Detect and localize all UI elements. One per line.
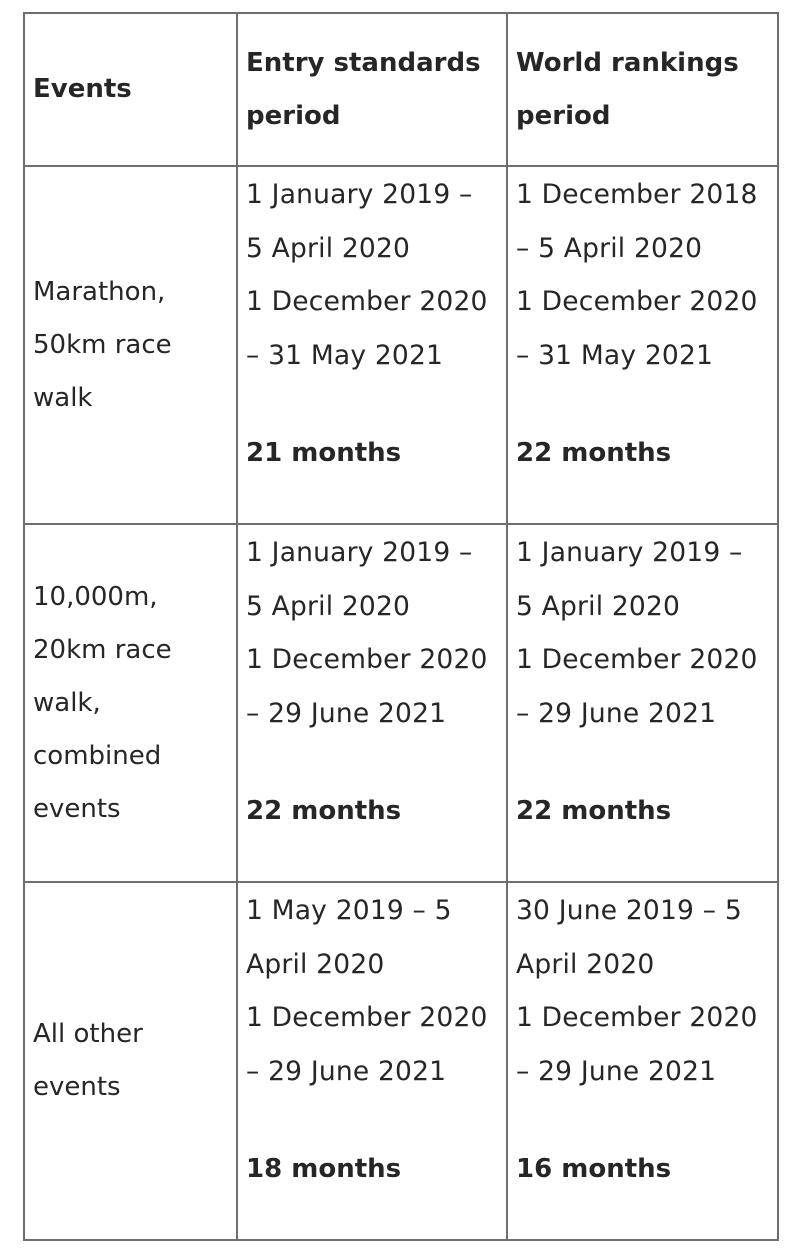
period-line: – 31 May 2021 (246, 339, 444, 371)
period-line: 1 December 2020 (516, 644, 758, 675)
period-line: April 2020 (516, 948, 655, 980)
header-events-line: Events (33, 74, 132, 104)
period-line: – 5 April 2020 (516, 232, 703, 264)
months-total: 22 months (516, 796, 672, 826)
header-row (24, 13, 778, 166)
period-line: – 29 June 2021 (516, 697, 717, 729)
period-line: – 29 June 2021 (516, 1055, 717, 1087)
table-row (24, 524, 778, 882)
world-rankings-cell (507, 882, 778, 1240)
events-cell (24, 524, 237, 882)
period-line: – 29 June 2021 (246, 697, 447, 729)
world-rankings-cell (507, 524, 778, 882)
months-total: 16 months (516, 1154, 672, 1184)
period-line: April 2020 (246, 948, 385, 980)
months-total: 22 months (246, 796, 402, 826)
period-line: 5 April 2020 (516, 590, 681, 622)
months-total: 18 months (246, 1154, 402, 1184)
header-entry-standards (237, 13, 507, 166)
entry-standards-cell (237, 524, 507, 882)
qualification-periods-table (23, 12, 779, 1241)
header-world-rankings-line: World rankings (516, 47, 739, 78)
events-cell (24, 882, 237, 1240)
event-line: 50km race (33, 329, 172, 360)
period-line: 1 December 2020 (246, 1002, 488, 1033)
world-rankings-cell (507, 166, 778, 524)
period-line: 1 December 2018 (516, 179, 758, 210)
event-line: walk, (33, 687, 101, 718)
event-line: 20km race (33, 634, 172, 665)
period-line: 1 December 2020 (246, 286, 488, 317)
header-world-rankings (507, 13, 778, 166)
event-line: events (33, 1072, 121, 1102)
event-line: walk (33, 382, 93, 413)
period-line: 1 December 2020 (516, 286, 758, 317)
period-line: – 29 June 2021 (246, 1055, 447, 1087)
entry-standards-cell (237, 166, 507, 524)
period-line: 1 December 2020 (516, 1002, 758, 1033)
period-line: 1 January 2019 – (246, 537, 473, 568)
period-line: 5 April 2020 (246, 590, 411, 622)
event-line: All other (33, 1019, 143, 1049)
header-events (24, 13, 237, 166)
months-total: 22 months (516, 438, 672, 468)
header-entry-standards-line: period (246, 100, 341, 131)
period-line: 1 May 2019 – 5 (246, 895, 452, 926)
header-world-rankings-line: period (516, 100, 611, 131)
header-entry-standards-line: Entry standards (246, 47, 481, 78)
entry-standards-cell (237, 882, 507, 1240)
period-line: 5 April 2020 (246, 232, 411, 264)
event-line: 10,000m, (33, 581, 158, 612)
event-line: Marathon, (33, 276, 166, 307)
period-line: – 31 May 2021 (516, 339, 714, 371)
period-line: 30 June 2019 – 5 (516, 895, 742, 926)
period-line: 1 January 2019 – (246, 179, 473, 210)
events-cell (24, 166, 237, 524)
event-line: events (33, 793, 121, 824)
event-line: combined (33, 740, 162, 771)
period-line: 1 January 2019 – (516, 537, 743, 568)
period-line: 1 December 2020 (246, 644, 488, 675)
months-total: 21 months (246, 438, 402, 468)
table-row (24, 882, 778, 1240)
table-row (24, 166, 778, 524)
